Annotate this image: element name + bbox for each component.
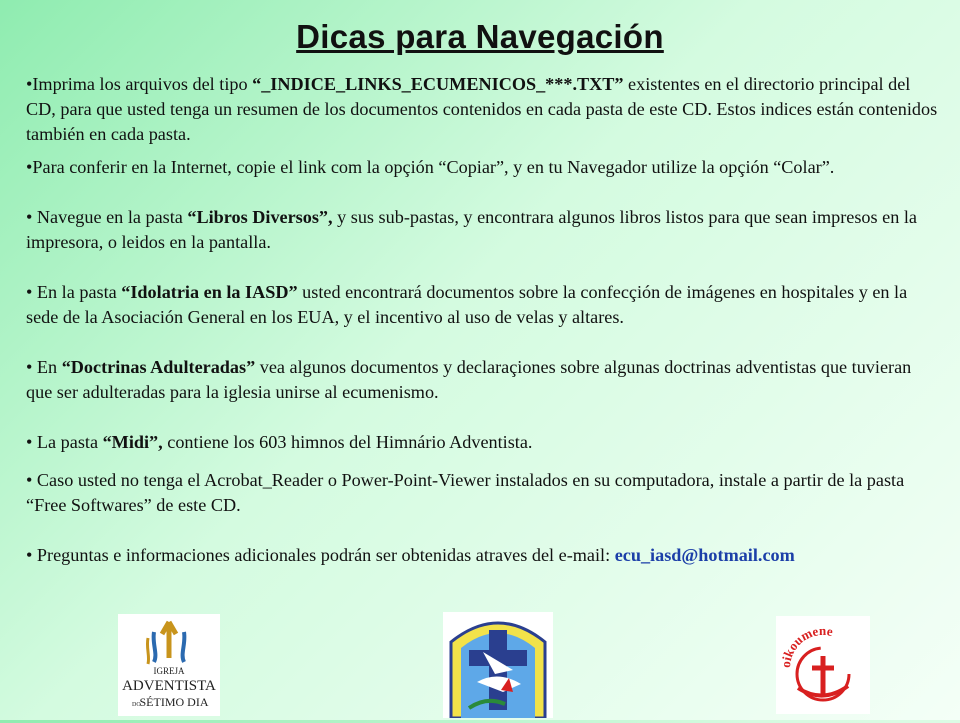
- tip-text: Imprima los arquivos del tipo: [32, 74, 253, 94]
- tip-text: La pasta: [36, 432, 103, 452]
- tip-item: [26, 280, 942, 330]
- bullet-marker: •: [26, 432, 37, 452]
- bullet-marker: •: [26, 157, 33, 177]
- tip-highlight: “Midi”,: [102, 432, 163, 452]
- logo-text-setimo-dia: SÉTIMO DIA: [139, 695, 209, 709]
- bullet-marker: •: [26, 470, 37, 490]
- tip-text: Preguntas e informaciones adicionales podrán ser obtenidas atraves del e-mail:: [36, 545, 615, 565]
- tip-text: En la pasta: [36, 282, 122, 302]
- oikoumene-logo: [776, 616, 870, 714]
- tip-text: En: [36, 357, 62, 377]
- tip-text: contiene los 603 himnos del Himnário Adventista.: [162, 432, 533, 452]
- ecumenical-cross-logo: [443, 612, 553, 718]
- logo-text-oikoumene: oikoumene: [777, 622, 835, 669]
- bullet-marker: •: [26, 357, 37, 377]
- bullet-marker: •: [26, 207, 37, 227]
- tip-text: vea algunos documentos y declaraçiones sobre algunas doctrinas adventistas que tuvieran que ser adulteradas para la iglesia unirse al ecumenismo.: [26, 357, 912, 402]
- logo-text-adventista: ADVENTISTA: [122, 678, 216, 694]
- bullet-marker: •: [26, 545, 37, 565]
- tip-item: [26, 155, 942, 180]
- tip-item: [26, 72, 942, 147]
- email-link[interactable]: ecu_iasd@hotmail.com: [614, 545, 795, 565]
- tip-text: Caso usted no tenga el Acrobat_Reader o Power-Point-Viewer instalados en su computadora, instale a partir de la pasta “Free Softwares” de este CD.: [26, 470, 905, 515]
- tip-item: [26, 468, 942, 518]
- adventist-church-logo: [118, 614, 220, 716]
- logo-strip: [0, 612, 960, 718]
- logo-text-do: DO: [132, 702, 141, 708]
- tip-text: existentes en el directorio principal del CD, para que usted tenga un resumen de los documentos contenidos en cada pasta de este CD. Estos indices están contenidos también en cada pasta.: [26, 74, 938, 144]
- bullet-marker: •: [26, 282, 37, 302]
- tip-item: [26, 430, 942, 455]
- tip-item: [26, 355, 942, 405]
- logo-text-igreja: IGREJA: [153, 666, 185, 676]
- tip-highlight: “Doctrinas Adulteradas”: [61, 357, 256, 377]
- tip-text: Para conferir en la Internet, copie el link com la opçión “Copiar”, y en tu Navegador utilize la opçión “Colar”.: [32, 157, 835, 177]
- page-title: Dicas para Navegación: [296, 18, 664, 55]
- tips-list: [26, 72, 942, 568]
- tip-text: Navegue en la pasta: [36, 207, 188, 227]
- tip-text: y sus sub-pastas, y encontrara algunos libros listos para que sean impresos en la impresora, o leidos en la pantalla.: [26, 207, 917, 252]
- tip-highlight: “Idolatria en la IASD”: [121, 282, 298, 302]
- tip-highlight: “Libros Diversos”,: [187, 207, 333, 227]
- tip-item: [26, 543, 942, 568]
- bullet-marker: •: [26, 74, 33, 94]
- tip-item: [26, 205, 942, 255]
- tip-text: usted encontrará documentos sobre la confecçión de imágenes en hospitales y en la sede de la Asociación General en los EUA, y el incentivo al uso de velas y altares.: [26, 282, 908, 327]
- tip-highlight: “_INDICE_LINKS_ECUMENICOS_***.TXT”: [252, 74, 624, 94]
